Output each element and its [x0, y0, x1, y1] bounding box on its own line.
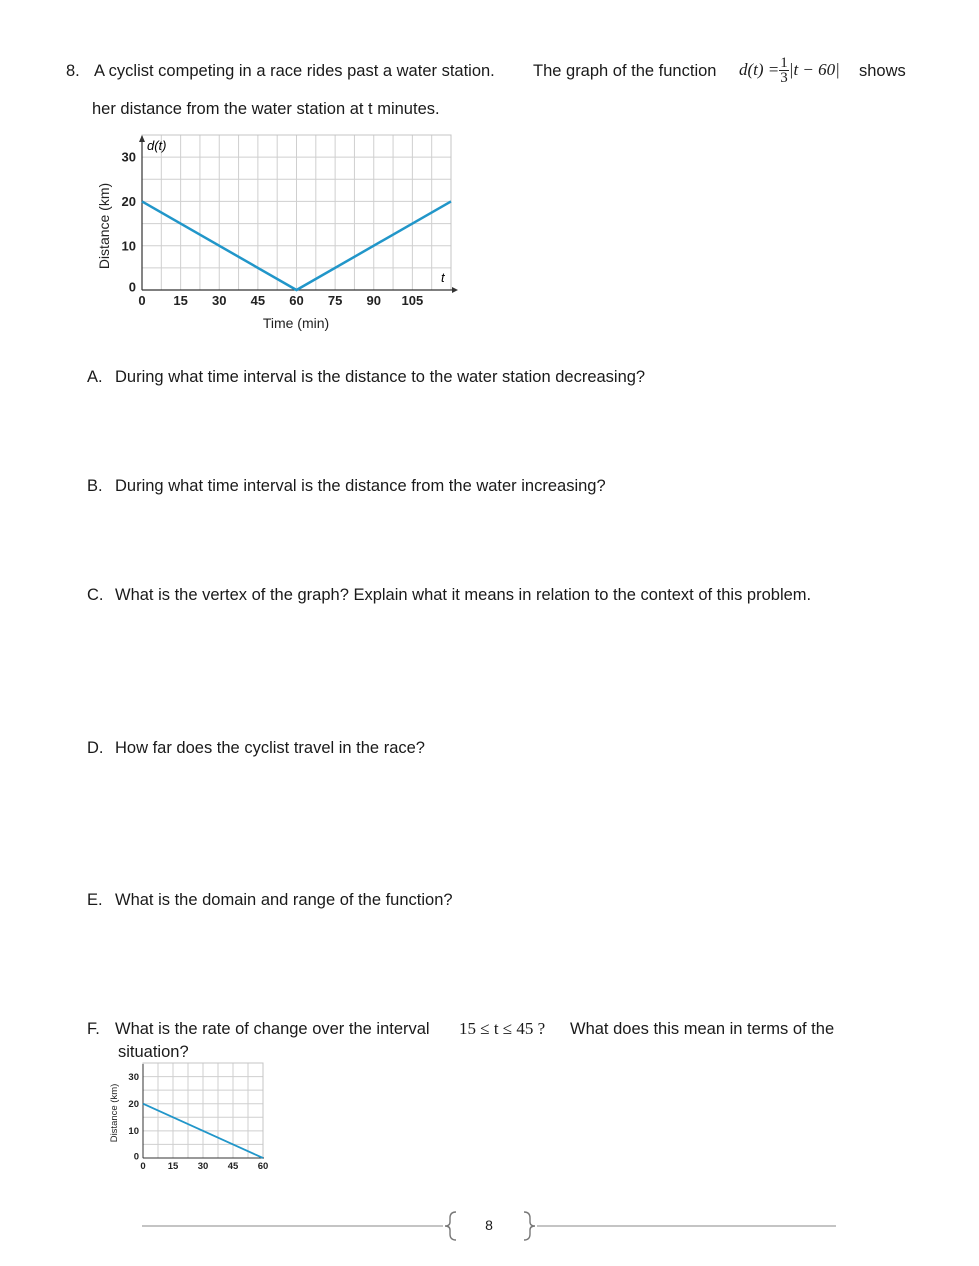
y-tick-label: 20	[121, 193, 136, 209]
small-distance-graph	[106, 1060, 271, 1180]
problem-intro-line2: her distance from the water station at t minutes.	[92, 100, 440, 118]
question-f-text-c: situation?	[118, 1043, 189, 1061]
graph1-y-arrow	[139, 135, 145, 142]
question-f-letter: F.	[87, 1020, 100, 1038]
y-tick-label: 30	[121, 149, 136, 165]
question-a-text: During what time interval is the distance to the water station decreasing?	[115, 368, 646, 386]
function-formula	[739, 48, 840, 92]
problem-intro-b: The graph of the function	[533, 62, 717, 80]
y-tick-label: 0	[133, 1151, 139, 1163]
y-tick-label: 0	[128, 279, 136, 295]
graph1-x-var-label: t	[441, 270, 445, 285]
x-tick-label: 90	[366, 293, 381, 308]
x-tick-label: 45	[227, 1161, 239, 1172]
graph1-grid	[142, 135, 451, 290]
question-f-interval: 15 ≤ t ≤ 45 ?	[459, 1019, 546, 1038]
x-tick-label: 105	[401, 293, 424, 308]
y-tick-label: 10	[121, 238, 136, 254]
x-tick-label: 45	[250, 293, 266, 308]
question-d-letter: D.	[87, 739, 104, 757]
graph1-x-arrow	[452, 287, 458, 293]
graph2-tick-labels	[128, 1072, 268, 1172]
question-f-text-b: What does this mean in terms of the	[570, 1020, 835, 1038]
footer-brace-right	[524, 1212, 535, 1240]
x-tick-label: 30	[197, 1161, 209, 1172]
graph1-y-func-label: d(t)	[147, 138, 167, 153]
question-a-letter: A.	[87, 368, 103, 386]
fraction-denominator: 3	[780, 69, 788, 86]
x-tick-label: 60	[257, 1161, 269, 1172]
x-tick-label: 75	[327, 293, 343, 308]
distance-time-graph	[90, 130, 470, 340]
footer-brace-left	[445, 1212, 456, 1240]
graph1-y-axis-label: Distance (km)	[96, 182, 112, 270]
x-tick-label: 15	[173, 293, 188, 308]
x-tick-label: 30	[212, 293, 227, 308]
question-c-letter: C.	[87, 586, 104, 604]
function-abs: |t − 60|	[788, 60, 840, 79]
problem-intro-c: shows	[859, 62, 906, 80]
graph1-tick-labels	[122, 150, 424, 308]
problem-number: 8.	[66, 62, 80, 80]
problem-intro-a: A cyclist competing in a race rides past a water station.	[94, 62, 495, 80]
page-number: 8	[485, 1217, 493, 1233]
x-tick-label: 15	[167, 1161, 179, 1172]
graph1-x-axis-label: Time (min)	[262, 315, 330, 331]
function-fraction	[779, 56, 789, 85]
question-e-letter: E.	[87, 891, 103, 909]
y-tick-label: 10	[128, 1126, 139, 1138]
question-e-text: What is the domain and range of the function?	[115, 891, 453, 909]
function-lhs: d(t) =	[739, 60, 780, 79]
question-b-text: During what time interval is the distance from the water increasing?	[115, 477, 606, 495]
x-tick-label: 0	[140, 1161, 146, 1172]
question-b-letter: B.	[87, 477, 103, 495]
graph2-grid	[143, 1063, 263, 1158]
fraction-numerator: 1	[780, 54, 788, 71]
question-c-text: What is the vertex of the graph? Explain what it means in relation to the context of this problem.	[115, 586, 812, 604]
y-tick-label: 30	[128, 1071, 139, 1083]
x-tick-label: 0	[138, 293, 146, 308]
question-f-text-a: What is the rate of change over the interval	[115, 1020, 430, 1038]
y-tick-label: 20	[128, 1099, 139, 1111]
question-d-text: How far does the cyclist travel in the race?	[115, 739, 425, 757]
graph2-y-axis-label: Distance (km)	[109, 1083, 120, 1143]
x-tick-label: 60	[289, 293, 304, 308]
